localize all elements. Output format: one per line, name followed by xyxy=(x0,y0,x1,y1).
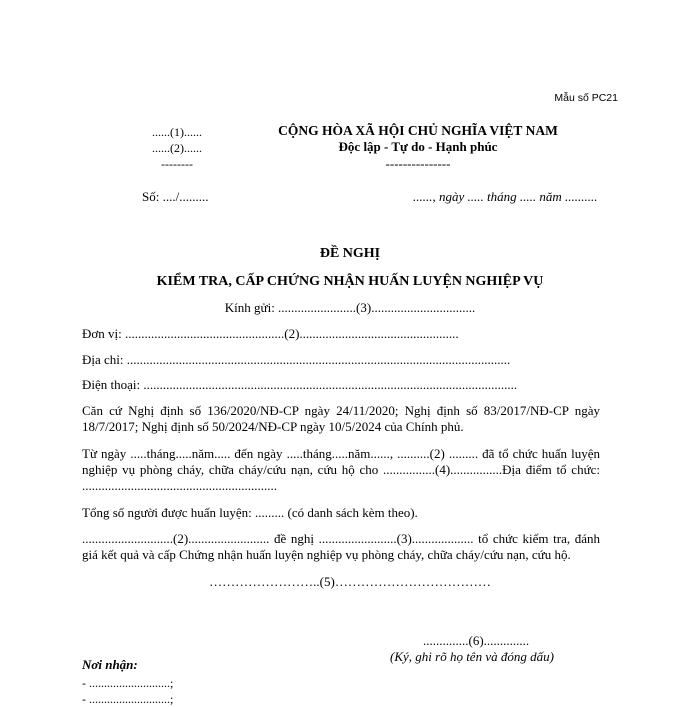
address-field: Địa chỉ: ...................................................................................................................... xyxy=(82,352,511,367)
request-paragraph: ............................(2)......................... đề nghị ........................(3)................... tổ chức kiểm tra, đánh giá kết quả và cấp Chứng nhận huấn luyện nghiệp vụ phòng cháy, chữa cháy/cứu nạn, cứu hộ. xyxy=(82,531,600,562)
signer-name: ..............(6).............. xyxy=(423,633,530,648)
recipient-item: - ...........................; xyxy=(82,676,174,690)
training-period-paragraph: Từ ngày .....tháng.....năm..... đến ngày .....tháng.....năm......, ..........(2) ......... đã tổ chức huấn luyện nghiệp vụ phòng cháy, chữa cháy/cứu nạn, cứu hộ cho ................(4)................Địa điểm tổ chức: ............................................................ xyxy=(82,446,600,493)
left-header-divider: -------- xyxy=(161,157,193,171)
issuing-unit: ......(2)...... xyxy=(152,141,202,155)
issuing-authority: ......(1)...... xyxy=(152,125,202,139)
addressee-line: Kính gửi: ........................(3)................................ xyxy=(224,300,476,315)
national-motto: Độc lập - Tự do - Hạnh phúc xyxy=(338,139,498,154)
right-header-divider: --------------- xyxy=(385,156,451,171)
date-line: ......, ngày ..... tháng ..... năm .......... xyxy=(413,189,598,204)
recipient-item: - ...........................; xyxy=(82,692,174,706)
legal-basis-paragraph: Căn cứ Nghị định số 136/2020/NĐ-CP ngày 24/11/2020; Nghị định số 83/2017/NĐ-CP ngày 18/7/2017; Nghị định số 50/2024/NĐ-CP ngày 10/5/2024 của Chính phủ. xyxy=(82,403,600,434)
total-trainees-line: Tổng số người được huấn luyện: ......... (có danh sách kèm theo). xyxy=(82,505,418,520)
document-title: ĐỀ NGHỊ xyxy=(319,246,381,261)
document-number: Số: ..../......... xyxy=(142,189,209,204)
recipients-label: Nơi nhận: xyxy=(82,657,138,672)
signing-organization: ……………………..(5)……………………………… xyxy=(209,574,491,589)
signature-instruction: (Ký, ghi rõ họ tên và đóng dấu) xyxy=(390,649,554,664)
phone-field: Điện thoại: ................................................................................................................... xyxy=(82,377,518,392)
national-title: CỘNG HÒA XÃ HỘI CHỦ NGHĨA VIỆT NAM xyxy=(278,123,558,138)
form-code: Mẫu số PC21 xyxy=(554,92,618,104)
document-subtitle: KIỂM TRA, CẤP CHỨNG NHẬN HUẤN LUYỆN NGHIỆP VỤ xyxy=(156,274,544,289)
unit-field: Đơn vị: .................................................(2)................................................. xyxy=(82,326,459,341)
